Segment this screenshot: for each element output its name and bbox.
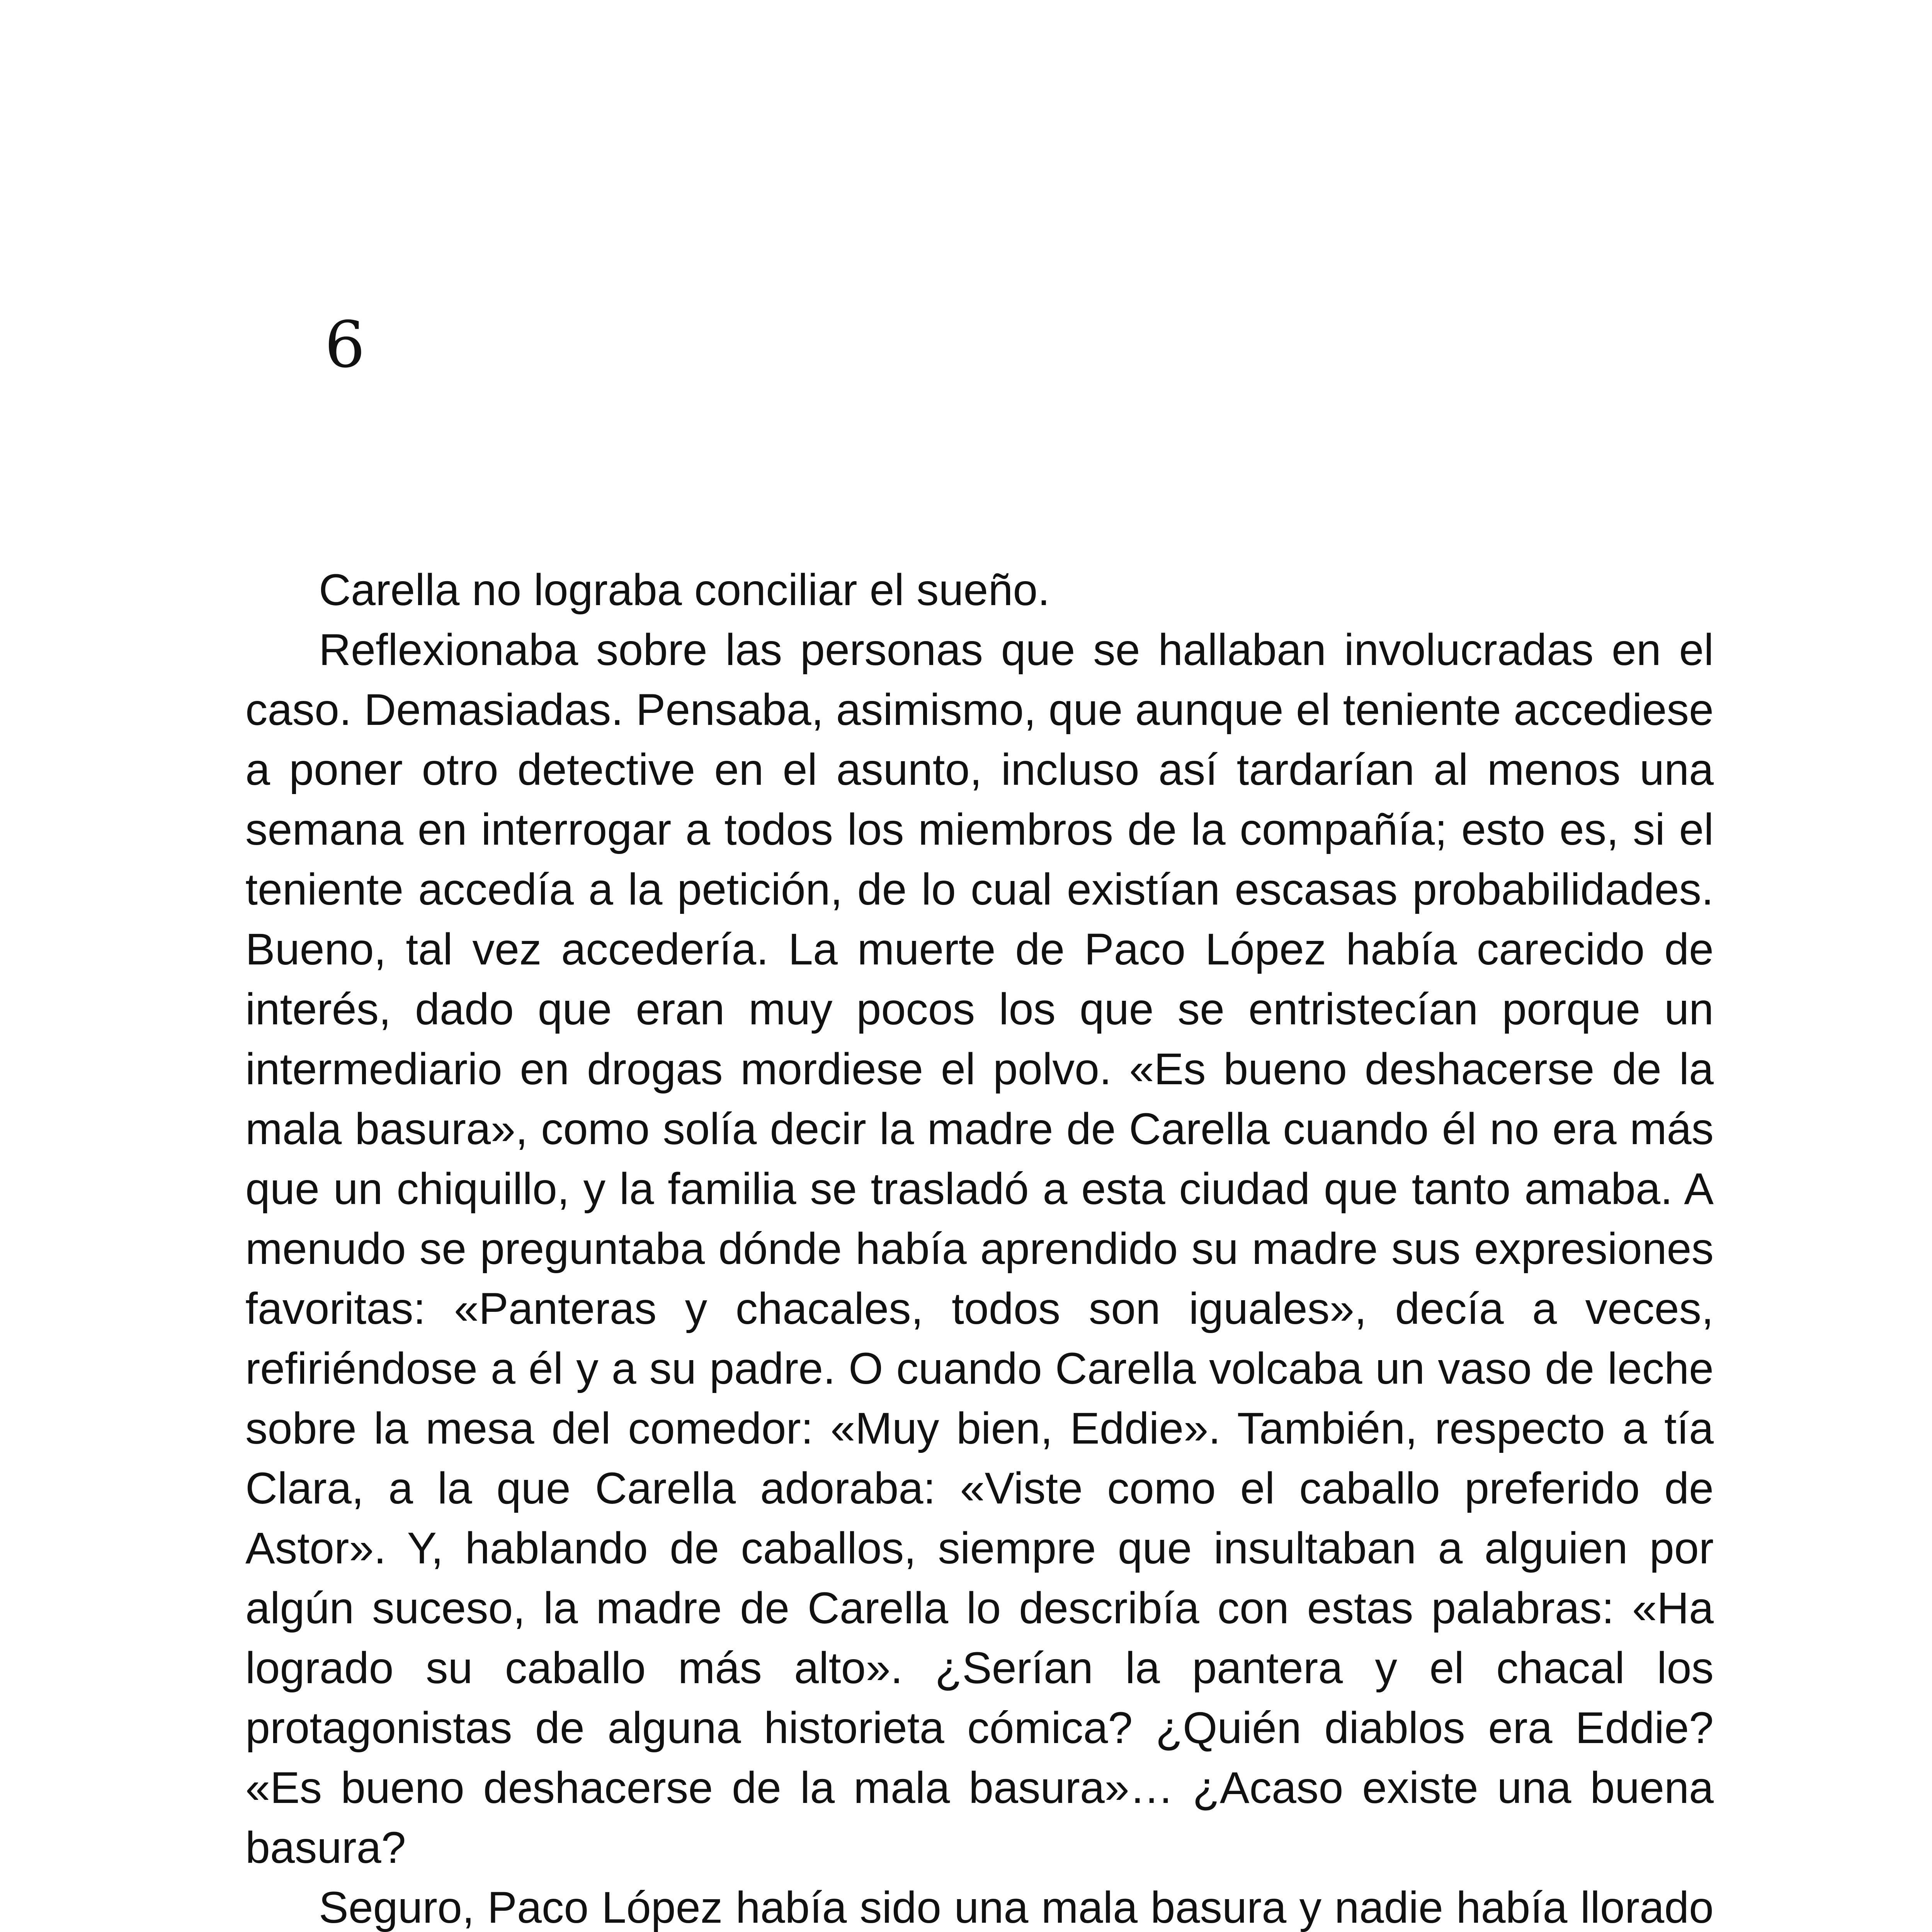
chapter-number: 6 xyxy=(325,308,365,382)
chapter-body xyxy=(245,560,1714,1932)
paragraph-3: Seguro, Paco López había sido una mala basura y nadie había llorado xyxy=(319,1883,1714,1932)
paragraph-1: Carella no lograba conciliar el sueño. xyxy=(319,565,1050,615)
paragraph-2: Reflexionaba sobre las personas que se hallaban involucradas en el caso. Demasiadas. Pensaba, asimismo, que aunque el teniente accediese a poner otro detective en el asunto, incluso así tardarían al menos una semana en interrogar a todos los miembros de la compañía; esto es, si el teniente accedía a la petición, de lo cual existían escasas probabilidades. Bueno, tal vez accedería. La muerte de Paco López había carecido de interés, dado que eran muy pocos los que se entristecían porque un intermediario en drogas mordiese el polvo. «Es bueno deshacerse de la mala basura», como solía decir la madre de Carella cuando él no era más que un chiquillo, y la familia se trasladó a esta ciudad que tanto amaba. A menudo se preguntaba dónde había aprendido su madre sus expresiones favoritas: «Panteras y chacales, todos son iguales», decía a veces, refiriéndose a él y a su padre. O cuando Carella volcaba un vaso de leche sobre la mesa del comedor: «Muy bien, Eddie». También, respecto a tía Clara, a la que Carella adoraba: «Viste como el caballo preferido de Astor». Y, hablando de caballos, siempre que insultaban a alguien por algún suceso, la madre de Carella lo describía con estas palabras: «Ha logrado su caballo más alto». ¿Serían la pantera y el chacal los protagonistas de alguna historieta cómica? ¿Quién diablos era Eddie? «Es bueno deshacerse de la mala basura»… ¿Acaso existe una buena basura? xyxy=(245,625,1714,1872)
